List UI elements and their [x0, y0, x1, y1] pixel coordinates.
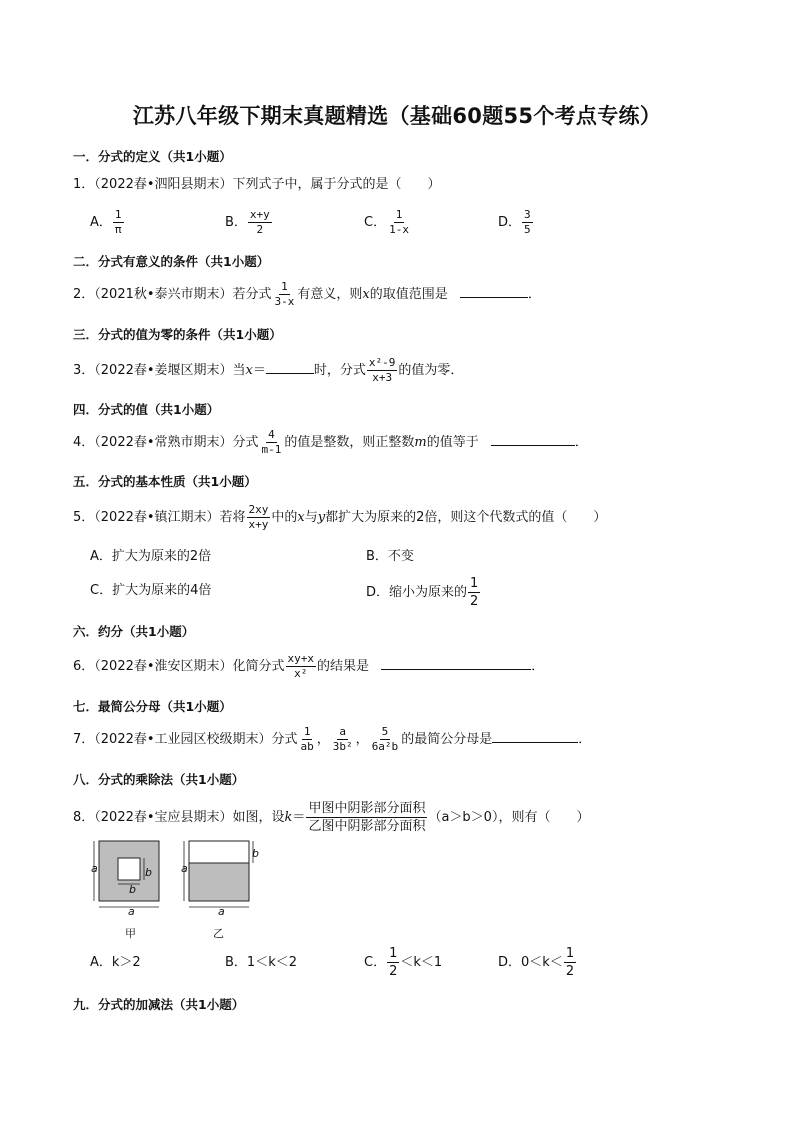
- q8-option-c[interactable]: C． $\frac{1}{2}$ ＜k＜1: [364, 946, 443, 979]
- answer-blank[interactable]: [492, 728, 578, 743]
- question-4: 4．（2022春•常熟市期末）分式 $\frac{4}{m-1}$ 的值是整数，则正整数m的值等于 ．: [73, 428, 588, 456]
- fig-yi-caption: 乙: [213, 927, 224, 940]
- fig-jia-label-b2: b: [129, 883, 136, 896]
- q8-option-b[interactable]: B．1＜k＜2: [225, 955, 297, 970]
- q5-option-a[interactable]: A．扩大为原来的2倍: [90, 549, 212, 564]
- q5-option-b[interactable]: B．不变: [366, 549, 414, 564]
- fig-jia-label-b: b: [145, 866, 152, 879]
- section-heading-6: 六．约分（共1小题）: [73, 624, 195, 639]
- q1-option-d[interactable]: D． $\frac{3}{5}$: [498, 208, 531, 236]
- section-heading-8: 八．分式的乘除法（共1小题）: [73, 772, 245, 787]
- page-title: 江苏八年级下期末真题精选（基础60题55个考点专练）: [132, 104, 662, 128]
- fraction: $\frac{1}{2}$: [470, 576, 479, 609]
- section-heading-2: 二．分式有意义的条件（共1小题）: [73, 254, 270, 269]
- section-heading-3: 三．分式的值为零的条件（共1小题）: [73, 327, 282, 342]
- fig-jia-label-a2: a: [128, 905, 135, 918]
- question-1: 1．（2022春•泗阳县期末）下列式子中，属于分式的是（ ）: [73, 177, 441, 192]
- fraction: $\frac{a}{\text{3b²}}$: [332, 725, 353, 753]
- q1-option-c[interactable]: C． $\frac{1}{1-x}$: [364, 208, 409, 236]
- fig-jia-caption: 甲: [125, 927, 136, 940]
- fraction: $\frac{1}{ab}$: [300, 725, 314, 753]
- fraction: $\frac{xy+x}{\text{x²}}$: [287, 652, 315, 680]
- fraction: $\frac{1}{3-x}$: [274, 280, 295, 308]
- q5-option-d[interactable]: D．缩小为原来的 $\frac{1}{2}$: [366, 576, 479, 609]
- fraction: $\frac{1}{2}$: [389, 946, 398, 979]
- q1-option-b[interactable]: B． $\frac{x+y}{2}$: [225, 208, 270, 236]
- fraction: $\frac{\text{甲图中阴影部分面积}}{\text{乙图中阴影部分面积}}$: [308, 801, 426, 834]
- question-7: 7．（2022春•工业园区校级期末）分式 $\frac{1}{ab}$ ， $\frac{a}{\text{3b²}}$ ， $\frac{5}{\text{6a²b}}$ 的最简公分母是 ．: [73, 725, 592, 753]
- answer-blank[interactable]: [381, 655, 531, 670]
- q8-option-a[interactable]: A．k＞2: [90, 955, 141, 970]
- answer-blank[interactable]: [491, 431, 575, 446]
- fraction: $\frac{1}{2}$: [565, 946, 575, 979]
- section-heading-1: 一．分式的定义（共1小题）: [73, 149, 232, 164]
- fraction: $\frac{1}{1-x}$: [389, 208, 409, 236]
- section-heading-7: 七．最简公分母（共1小题）: [73, 699, 232, 714]
- fraction: $\frac{\text{x²-9}}{x+3}$: [368, 356, 396, 384]
- section-heading-4: 四．分式的值（共1小题）: [73, 402, 220, 417]
- fig-yi-label-b: b: [252, 847, 259, 860]
- fraction: $\frac{4}{m-1}$: [261, 428, 282, 456]
- section-heading-9: 九．分式的加减法（共1小题）: [73, 997, 245, 1012]
- answer-blank[interactable]: [460, 283, 528, 298]
- fraction: $\frac{5}{\text{6a²b}}$: [371, 725, 399, 753]
- question-2: 2．（2021秋•泰兴市期末）若分式 $\frac{1}{3-x}$ 有意义，则x的取值范围是 ．: [73, 280, 541, 308]
- section-heading-5: 五．分式的基本性质（共1小题）: [73, 474, 257, 489]
- answer-blank[interactable]: [266, 359, 314, 374]
- question-8: 8．（2022春•宝应县期末）如图，设k＝ $\frac{\text{甲图中阴影部分面积}}{\text{乙图中阴影部分面积}}$ （a＞b＞0），则有（ ）: [73, 801, 590, 834]
- q1-option-a[interactable]: A． $\frac{1}{\pi}$: [90, 208, 122, 236]
- figure-yi: [178, 836, 258, 916]
- fraction: $\frac{3}{5}$: [524, 208, 531, 236]
- fig-jia-label-a: a: [91, 862, 98, 875]
- question-3: 3．（2022春•姜堰区期末）当x＝ 时，分式 $\frac{\text{x²-9}}{x+3}$ 的值为零．: [73, 356, 464, 384]
- q5-option-c[interactable]: C．扩大为原来的4倍: [90, 583, 212, 598]
- figure-jia: [88, 836, 168, 916]
- q8-option-d[interactable]: D．0＜k＜ $\frac{1}{2}$: [498, 946, 575, 979]
- fig-yi-label-a2: a: [218, 905, 225, 918]
- fraction: $\frac{x+y}{2}$: [249, 208, 270, 236]
- question-6: 6．（2022春•淮安区期末）化简分式 $\frac{xy+x}{\text{x²}}$ 的结果是 ．: [73, 652, 545, 680]
- fig-yi-label-a: a: [181, 862, 188, 875]
- fraction: $\frac{2xy}{x+y}$: [248, 503, 269, 531]
- fraction: $\frac{1}{\pi}$: [114, 208, 122, 236]
- question-5: 5．（2022春•镇江期末）若将 $\frac{2xy}{x+y}$ 中的x与y都扩大为原来的2倍，则这个代数式的值（ ）: [73, 503, 607, 531]
